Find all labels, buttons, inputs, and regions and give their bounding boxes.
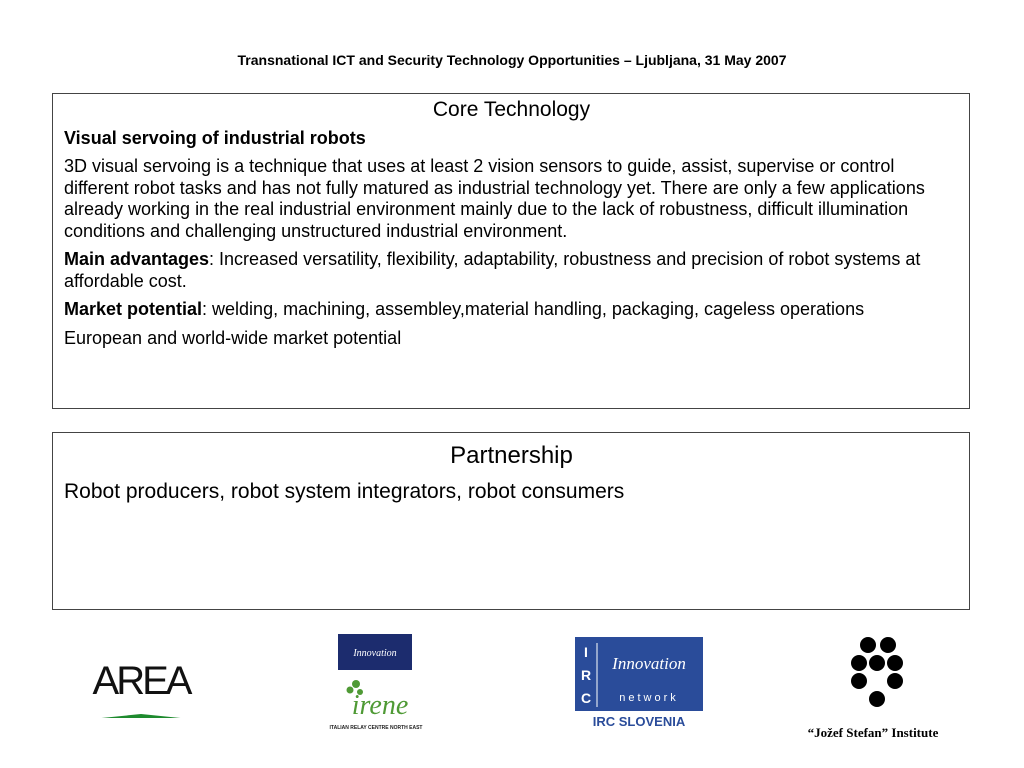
irc-letter-c: C xyxy=(580,690,592,706)
ijs-caption: “Jožef Stefan” Institute xyxy=(807,725,939,740)
irc-caption: IRC SLOVENIA xyxy=(592,714,686,729)
irc-badge-text: Innovation xyxy=(612,654,686,673)
area-logo-graphic xyxy=(60,650,222,718)
jozef-stefan-institute-logo xyxy=(778,635,968,740)
irc-network-text: network xyxy=(619,692,679,704)
irene-logo xyxy=(326,632,426,732)
irene-leaf-icon xyxy=(352,680,360,688)
partnership-panel xyxy=(52,432,970,610)
irc-letter-i: I xyxy=(584,644,588,660)
core-technology-panel xyxy=(52,93,970,409)
irc-slovenia-logo xyxy=(575,637,705,729)
partnership-text: Robot producers, robot system integrators, robot consumers xyxy=(64,480,625,503)
core-technology-title: Core Technology xyxy=(432,98,591,121)
core-technology-description: 3D visual servoing is a technique that uses at least 2 vision sensors to guide, assist, supervise or control different robot tasks and has not fully matured as industrial technology yet. There are only a few applications already working in the real industrial environment mainly due to the lack of robustness, difficult illumination conditions and challenging unstructured industrial environment. xyxy=(64,156,925,241)
irene-wordmark: irene xyxy=(351,690,409,721)
irc-letter-r: R xyxy=(580,667,592,683)
ijs-dots-icon xyxy=(778,635,968,720)
market-potential-label: Market potential xyxy=(64,299,203,319)
area-subtitle: SciencePark xyxy=(103,703,179,714)
partnership-title: Partnership xyxy=(450,442,573,469)
irene-caption: ITALIAN RELAY CENTRE NORTH EAST xyxy=(329,725,423,731)
irc-logo-graphic xyxy=(575,637,705,729)
logo-strip xyxy=(0,625,1024,768)
market-potential xyxy=(64,299,959,321)
area-green-lozenge xyxy=(62,714,220,718)
area-sciencepark-logo xyxy=(60,650,222,718)
page-header: Transnational ICT and Security Technology Opportunities – Ljubljana, 31 May 2007 xyxy=(237,52,787,68)
core-technology-subtitle: Visual servoing of industrial robots xyxy=(64,128,366,148)
main-advantages-label: Main advantages xyxy=(64,249,210,269)
main-advantages xyxy=(64,249,959,292)
market-scope: European and world-wide market potential xyxy=(64,327,402,348)
main-advantages-text: : Increased versatility, flexibility, adaptability, robustness and precision of robot systems at affordable cost. xyxy=(64,249,921,291)
market-potential-text: : welding, machining, assembley,material handling, packaging, cageless operations xyxy=(202,299,865,319)
irene-badge-text: Innovation xyxy=(353,648,397,659)
area-wordmark: AREA xyxy=(92,659,190,703)
irene-logo-graphic xyxy=(326,632,426,732)
